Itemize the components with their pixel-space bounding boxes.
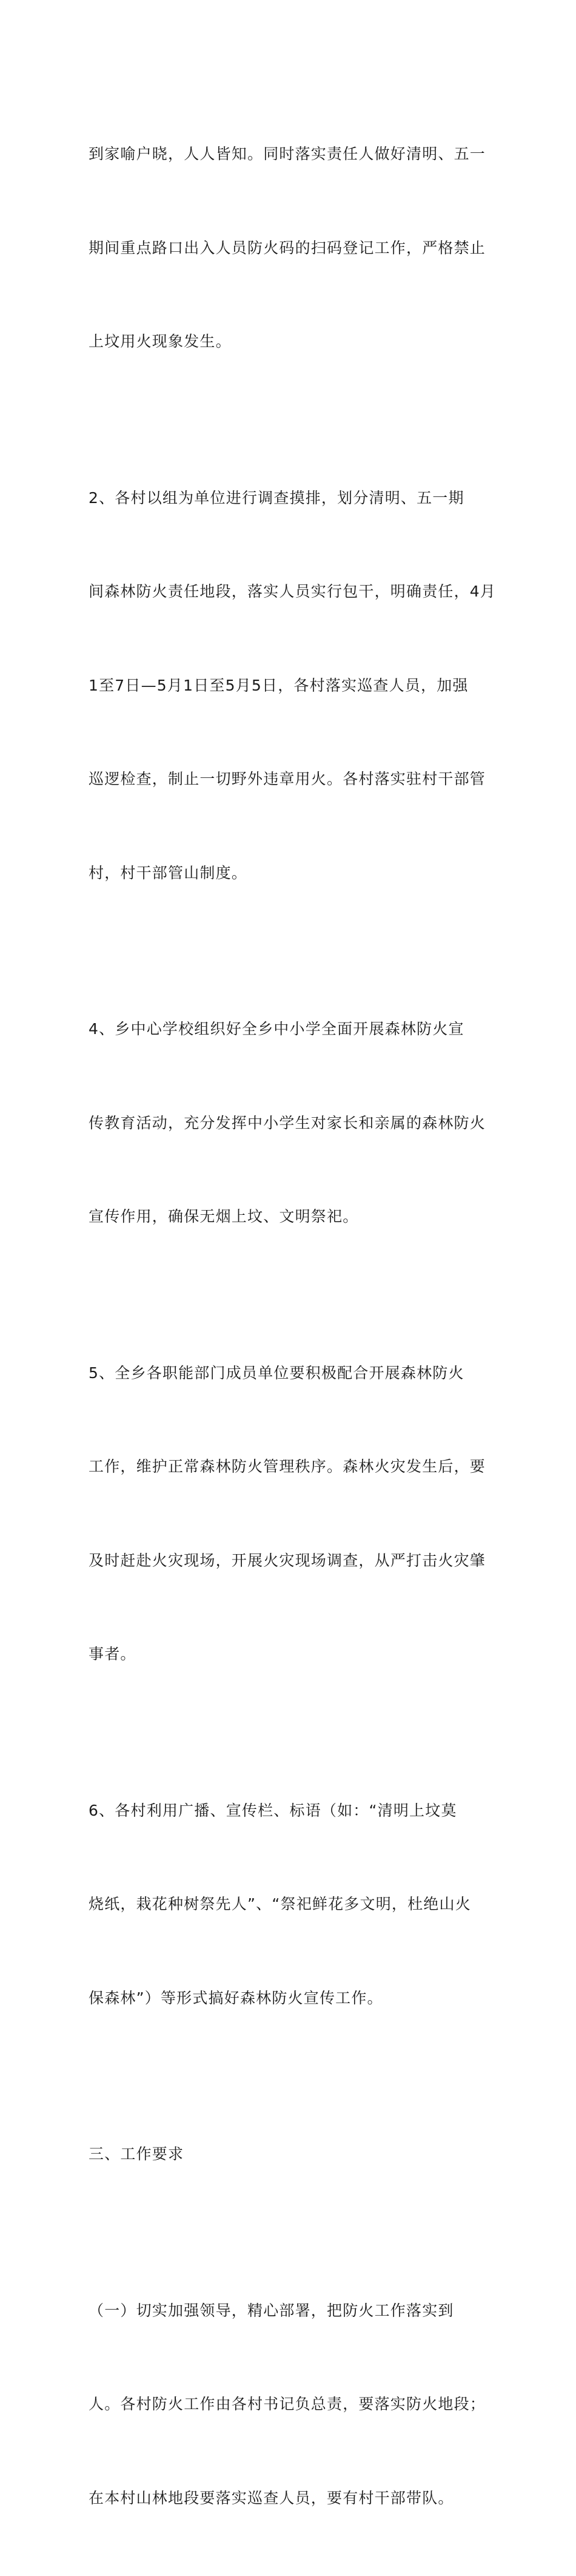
text-line: （一）切实加强领导，精心部署，把防火工作落实到 — [89, 2295, 489, 2327]
text-line: 传教育活动，充分发挥中小学生对家长和亲属的森林防火 — [89, 1107, 489, 1139]
paragraph-item-2 — [89, 420, 489, 952]
text-line: 人。各村防火工作由各村书记负总责，要落实防火地段； — [89, 2388, 489, 2420]
paragraph-requirement-1 — [89, 2233, 489, 2576]
text-line: 在本村山林地段要落实巡查人员，要有村干部带队。 — [89, 2483, 489, 2514]
paragraph-continuation — [89, 76, 489, 420]
text-line: 4、乡中心学校组织好全乡中小学全面开展森林防火宣 — [89, 1013, 489, 1045]
text-line: 及时赶赴火灾现场，开展火灾现场调查，从严打击火灾肇 — [89, 1545, 489, 1577]
text-line: 事者。 — [89, 1638, 489, 1670]
heading-line: 三、工作要求 — [89, 2138, 489, 2170]
text-line: 烧纸，栽花种树祭先人”、“祭祀鲜花多文明，杜绝山火 — [89, 1888, 489, 1920]
text-line: 上坟用火现象发生。 — [89, 326, 489, 357]
text-line: 6、各村利用广播、宣传栏、标语（如：“清明上坟莫 — [89, 1795, 489, 1827]
text-line: 保森林”）等形式搞好森林防火宣传工作。 — [89, 1983, 489, 2014]
text-line: 村，村干部管山制度。 — [89, 857, 489, 889]
text-line: 工作，维护正常森林防火管理秩序。森林火灾发生后，要 — [89, 1451, 489, 1482]
text-line: 间森林防火责任地段，落实人员实行包干，明确责任，4月 — [89, 576, 489, 607]
text-line: 1至7日—5月1日至5月5日，各村落实巡查人员，加强 — [89, 670, 489, 701]
section-heading-work-requirements — [89, 2076, 489, 2233]
text-line: 到家喻户晓，人人皆知。同时落实责任人做好清明、五一 — [89, 138, 489, 170]
paragraph-item-5 — [89, 1295, 489, 1733]
text-line: 5、全乡各职能部门成员单位要积极配合开展森林防火 — [89, 1357, 489, 1389]
document-page — [0, 0, 576, 816]
text-line: 宣传作用，确保无烟上坟、文明祭祀。 — [89, 1201, 489, 1232]
paragraph-item-6 — [89, 1733, 489, 2077]
paragraph-item-4 — [89, 951, 489, 1295]
text-line: 巡逻检查，制止一切野外违章用火。各村落实驻村干部管 — [89, 763, 489, 795]
text-line: 2、各村以组为单位进行调查摸排，划分清明、五一期 — [89, 482, 489, 514]
text-line: 期间重点路口出入人员防火码的扫码登记工作，严格禁止 — [89, 232, 489, 264]
